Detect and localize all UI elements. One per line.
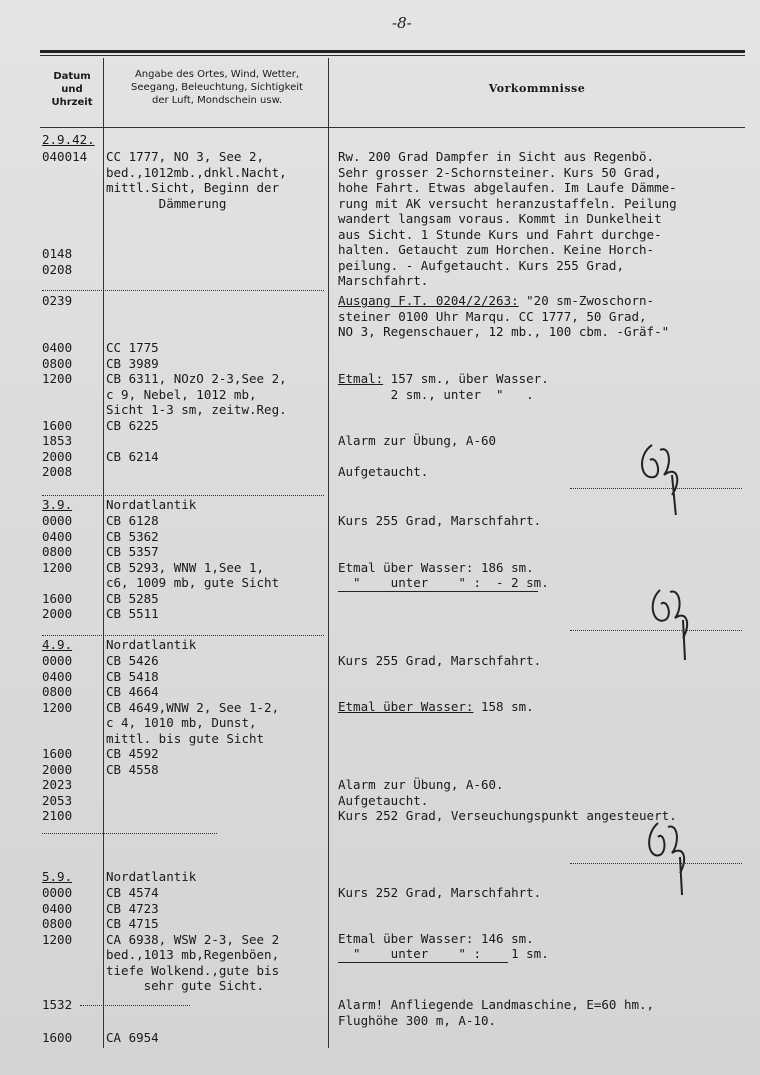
place-entry: CA 6954 [106, 1030, 159, 1045]
time-entry: 0000 0400 0800 1200 1600 2000 2023 2053 2100 [42, 653, 73, 823]
place-entry: CB 4574 CB 4723 CB 4715 CA 6938, WSW 2-3, See 2 bed.,1013 mb,Regenböen, tiefe Wolkend.,gute bis sehr gute Sicht. [106, 885, 280, 993]
place-entry: CB 6128 CB 5362 CB 5357 CB 5293, WNW 1,See 1, c6, 1009 mb, gute Sicht CB 5285 CB 5511 [106, 513, 280, 621]
page-number: -8- [392, 14, 412, 32]
etmal-label: Etmal über Wasser: [338, 699, 474, 714]
event-entry: Alarm zur Übung, A-60 Aufgetaucht. [338, 433, 497, 479]
etmal-under: " unter " : 1 sm. [338, 946, 549, 961]
underline [338, 962, 508, 963]
event-entry: Alarm zur Übung, A-60. Aufgetaucht. Kurs 252 Grad, Verseuchungspunkt angesteuert. [338, 777, 677, 823]
event-entry: Kurs 252 Grad, Marschfahrt. [338, 885, 542, 900]
time-entry: 0400 0800 1200 1600 1853 2000 2008 [42, 340, 73, 479]
etmal-entry: Etmal über Wasser: 146 sm. [338, 931, 534, 946]
underline [338, 591, 538, 592]
etmal-entry [338, 699, 534, 715]
date-3-9: 3.9. [42, 497, 73, 512]
header-rule [40, 127, 745, 128]
dotted-separator [42, 833, 217, 834]
time-entry: 0148 0208 [42, 246, 73, 277]
time-entry: 0000 0400 0800 1200 1600 2000 [42, 513, 73, 621]
event-entry: Kurs 255 Grad, Marschfahrt. Etmal über Wasser: 186 sm. [338, 513, 542, 575]
column-divider-1 [103, 58, 104, 1048]
signature-1 [632, 435, 692, 515]
place-nordatlantik: Nordatlantik [106, 869, 197, 884]
header-date: Datum und Uhrzeit [51, 71, 93, 108]
date-4-9: 4.9. [42, 637, 73, 652]
signature-3 [640, 815, 700, 895]
dotted-separator [42, 635, 324, 636]
etmal-text: 158 sm. [473, 699, 534, 714]
dotted-separator [42, 290, 324, 291]
date-5-9: 5.9. [42, 869, 73, 884]
event-entry: Alarm! Anfliegende Landmaschine, E=60 hm., Flughöhe 300 m, A-10. [338, 997, 655, 1028]
etmal-text: 157 sm., über Wasser. 2 sm., unter " . [390, 371, 549, 402]
header-place: Angabe des Ortes, Wind, Wetter, Seegang, Beleuchtung, Sichtigkeit der Luft, Mondschein usw. [131, 69, 303, 106]
top-rule [40, 50, 745, 53]
header-events: Vorkommnisse [488, 82, 586, 95]
place-nordatlantik: Nordatlantik [106, 497, 197, 512]
event-entry: Kurs 255 Grad, Marschfahrt. [338, 653, 542, 668]
column-divider-2 [328, 58, 329, 1048]
time-0239: 0239 [42, 293, 73, 308]
time-0400: 040014 [42, 149, 88, 164]
radio-message-label: Ausgang F.T. 0204/2/263: [338, 293, 519, 308]
date-2-9-42: 2.9.42. [42, 132, 95, 147]
time-entry: 0000 0400 0800 1200 [42, 885, 73, 947]
place-entry: CB 5426 CB 5418 CB 4664 CB 4649,WNW 2, See 1-2, c 4, 1010 mb, Dunst, mittl. bis gute Sicht CB 4592 CB 4558 [106, 653, 280, 777]
signature-2 [645, 580, 705, 660]
top-rule-thin [40, 55, 745, 56]
event-entry: Rw. 200 Grad Dampfer in Sicht aus Regenbö. Sehr grosser 2-Schornsteiner. Kurs 50 Grad, hohe Fahrt. Etwas abgelaufen. Im Laufe Dämme- rung mit AK versucht heranzustaffeln. Peilung wandert langsam voraus. Kommt in Dunkelheit aus Sicht. 1 Stunde Kurs und Fahrt durchge- halten. Getaucht zum Horchen. Keine Horch- peilung. - Aufgetaucht. Kurs 255 Grad, Marschfahrt. [338, 149, 677, 288]
time-1600: 1600 [42, 1030, 73, 1045]
dotted-separator [42, 495, 324, 496]
etmal-entry [338, 371, 549, 402]
place-entry: CC 1775 CB 3989 CB 6311, NOzO 2-3,See 2, c 9, Nebel, 1012 mb, Sicht 1-3 sm, zeitw.Reg. CB 6225 CB 6214 [106, 340, 287, 464]
place-entry: CC 1777, NO 3, See 2, bed.,1012mb.,dnkl.Nacht, mittl.Sicht, Beginn der Dämmerung [106, 149, 287, 211]
radio-message [338, 293, 669, 340]
time-1532: 1532 [42, 997, 73, 1012]
etmal-label: Etmal: [338, 371, 384, 386]
place-nordatlantik: Nordatlantik [106, 637, 197, 652]
etmal-under: " unter " : - 2 sm. [338, 575, 549, 590]
radio-message-text: "20 sm-Zwoschorn- steiner 0100 Uhr Marqu. CC 1777, 50 Grad, NO 3, Regenschauer, 12 mb., 100 cbm. -Gräf-" [338, 293, 670, 339]
